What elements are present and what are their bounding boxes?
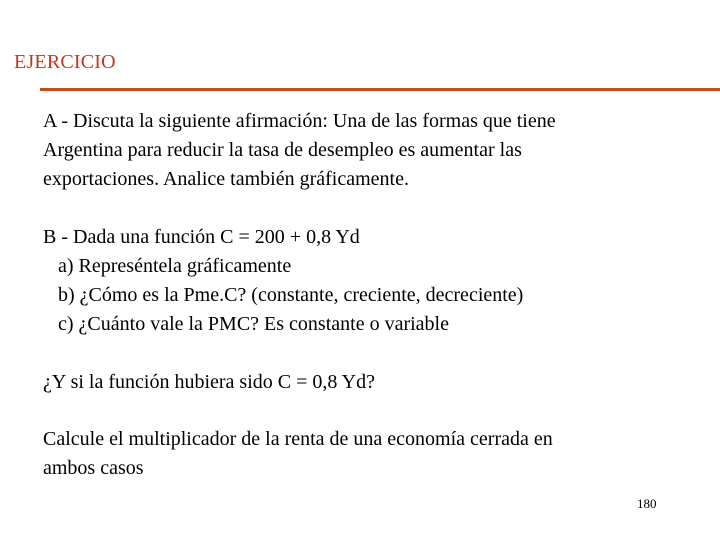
part-b-item-c: c) ¿Cuánto vale la PMC? Es constante o variable [58,313,449,335]
part-b-intro: Dada una función C = 200 + 0,8 Yd [73,226,360,248]
part-a [43,107,693,194]
part-b-intro-line [43,223,693,252]
part-a-line-3: exportaciones. Analice también gráficamente. [43,168,409,190]
spacer [43,397,693,425]
part-b-item-a: a) Represéntela gráficamente [58,255,292,277]
page-number: 180 [637,496,657,511]
spacer [43,194,693,223]
slide-title: EJERCICIO [14,51,116,73]
part-b-item-b: b) ¿Cómo es la Pme.C? (constante, creciente, decreciente) [58,284,524,306]
final-instruction [43,425,693,483]
final-line-1: Calcule el multiplicador de la renta de una economía cerrada en [43,428,553,450]
part-b [43,223,693,339]
part-b-label: B - [43,226,68,248]
part-a-label: A - [43,110,68,132]
part-a-line-1 [43,107,693,136]
exercise-content [43,107,693,483]
spacer [43,339,693,368]
followup-question: ¿Y si la función hubiera sido C = 0,8 Yd? [43,371,375,393]
part-a-text-1: Discuta la siguiente afirmación: Una de las formas que tiene [73,110,556,132]
final-line-2: ambos casos [43,457,144,479]
part-a-line-2: Argentina para reducir la tasa de desempleo es aumentar las [43,139,522,161]
title-divider [40,88,720,91]
